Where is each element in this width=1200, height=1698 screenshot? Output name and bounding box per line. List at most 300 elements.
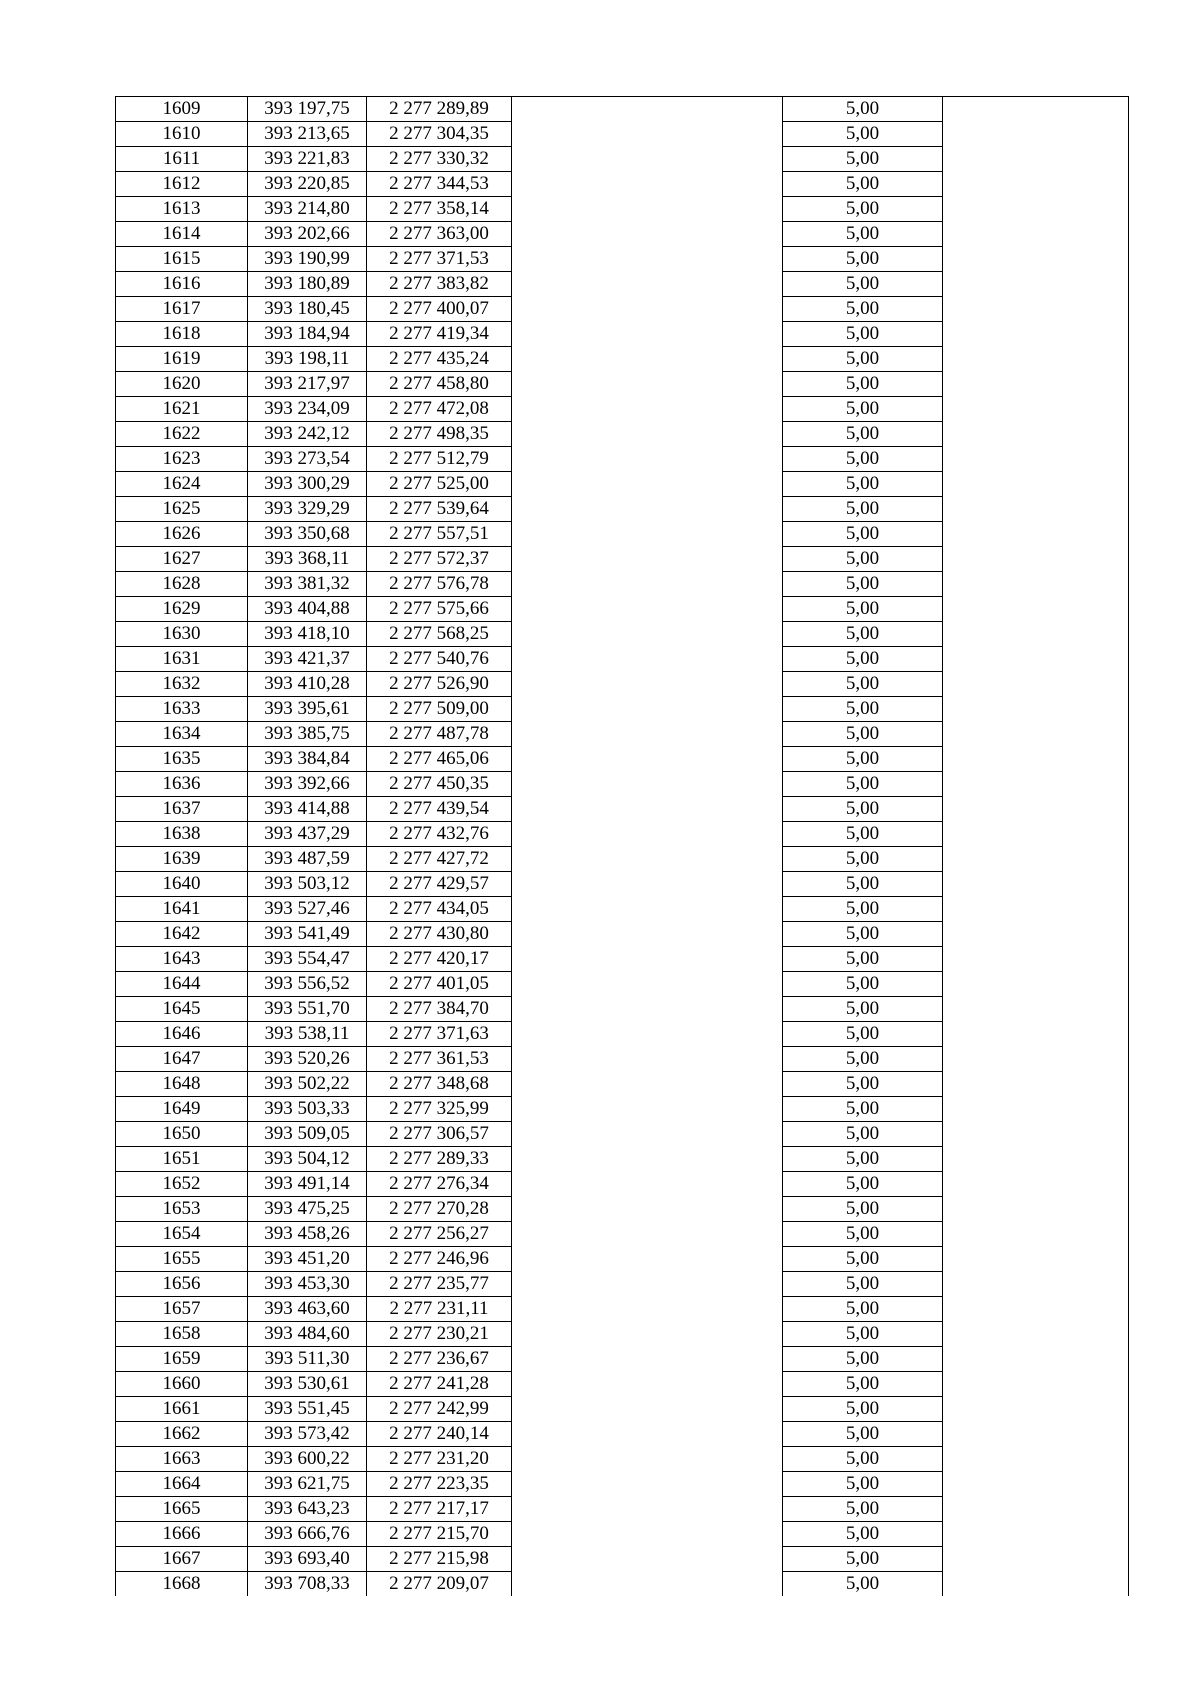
y-coordinate-cell: 2 277 434,05	[367, 897, 512, 922]
blank-cell	[512, 1547, 783, 1572]
x-coordinate-cell: 393 475,25	[248, 1197, 367, 1222]
blank-cell	[943, 422, 1129, 447]
table-row	[116, 847, 1129, 872]
blank-cell	[943, 1297, 1129, 1322]
table-row	[116, 997, 1129, 1022]
x-coordinate-cell: 393 385,75	[248, 722, 367, 747]
value-cell: 5,00	[783, 147, 943, 172]
table-row	[116, 472, 1129, 497]
blank-cell	[512, 472, 783, 497]
blank-cell	[512, 522, 783, 547]
y-coordinate-cell: 2 277 361,53	[367, 1047, 512, 1072]
x-coordinate-cell: 393 491,14	[248, 1172, 367, 1197]
y-coordinate-cell: 2 277 270,28	[367, 1197, 512, 1222]
blank-cell	[943, 347, 1129, 372]
point-number-cell: 1645	[116, 997, 248, 1022]
table-row	[116, 647, 1129, 672]
table-row	[116, 922, 1129, 947]
blank-cell	[943, 1047, 1129, 1072]
y-coordinate-cell: 2 277 498,35	[367, 422, 512, 447]
blank-cell	[512, 1572, 783, 1597]
table-row	[116, 172, 1129, 197]
table-row	[116, 1322, 1129, 1347]
blank-cell	[512, 897, 783, 922]
blank-cell	[943, 272, 1129, 297]
y-coordinate-cell: 2 277 400,07	[367, 297, 512, 322]
value-cell: 5,00	[783, 547, 943, 572]
blank-cell	[943, 1072, 1129, 1097]
point-number-cell: 1609	[116, 97, 248, 122]
table-row	[116, 1472, 1129, 1497]
blank-cell	[943, 1197, 1129, 1222]
point-number-cell: 1631	[116, 647, 248, 672]
y-coordinate-cell: 2 277 215,70	[367, 1522, 512, 1547]
point-number-cell: 1620	[116, 372, 248, 397]
point-number-cell: 1623	[116, 447, 248, 472]
x-coordinate-cell: 393 221,83	[248, 147, 367, 172]
blank-cell	[512, 197, 783, 222]
blank-cell	[512, 822, 783, 847]
table-row	[116, 247, 1129, 272]
blank-cell	[943, 1447, 1129, 1472]
point-number-cell: 1664	[116, 1472, 248, 1497]
point-number-cell: 1660	[116, 1372, 248, 1397]
blank-cell	[943, 522, 1129, 547]
x-coordinate-cell: 393 437,29	[248, 822, 367, 847]
blank-cell	[512, 1422, 783, 1447]
value-cell: 5,00	[783, 1422, 943, 1447]
table-row	[116, 97, 1129, 122]
x-coordinate-cell: 393 421,37	[248, 647, 367, 672]
point-number-cell: 1618	[116, 322, 248, 347]
blank-cell	[512, 622, 783, 647]
y-coordinate-cell: 2 277 526,90	[367, 672, 512, 697]
point-number-cell: 1646	[116, 1022, 248, 1047]
table-row	[116, 522, 1129, 547]
y-coordinate-cell: 2 277 401,05	[367, 972, 512, 997]
table-row	[116, 1347, 1129, 1372]
table-row	[116, 1247, 1129, 1272]
point-number-cell: 1653	[116, 1197, 248, 1222]
blank-cell	[512, 697, 783, 722]
value-cell: 5,00	[783, 622, 943, 647]
y-coordinate-cell: 2 277 420,17	[367, 947, 512, 972]
blank-cell	[943, 297, 1129, 322]
point-number-cell: 1657	[116, 1297, 248, 1322]
y-coordinate-cell: 2 277 525,00	[367, 472, 512, 497]
point-number-cell: 1654	[116, 1222, 248, 1247]
y-coordinate-cell: 2 277 230,21	[367, 1322, 512, 1347]
x-coordinate-cell: 393 509,05	[248, 1122, 367, 1147]
y-coordinate-cell: 2 277 575,66	[367, 597, 512, 622]
value-cell: 5,00	[783, 847, 943, 872]
blank-cell	[943, 472, 1129, 497]
blank-cell	[512, 1472, 783, 1497]
table-row	[116, 1122, 1129, 1147]
value-cell: 5,00	[783, 572, 943, 597]
point-number-cell: 1610	[116, 122, 248, 147]
blank-cell	[512, 547, 783, 572]
point-number-cell: 1655	[116, 1247, 248, 1272]
x-coordinate-cell: 393 300,29	[248, 472, 367, 497]
y-coordinate-cell: 2 277 539,64	[367, 497, 512, 522]
point-number-cell: 1665	[116, 1497, 248, 1522]
blank-cell	[512, 1497, 783, 1522]
value-cell: 5,00	[783, 197, 943, 222]
table-row	[116, 672, 1129, 697]
point-number-cell: 1613	[116, 197, 248, 222]
value-cell: 5,00	[783, 922, 943, 947]
blank-cell	[943, 497, 1129, 522]
x-coordinate-cell: 393 198,11	[248, 347, 367, 372]
table-row	[116, 1072, 1129, 1097]
point-number-cell: 1624	[116, 472, 248, 497]
blank-cell	[943, 1022, 1129, 1047]
blank-cell	[943, 572, 1129, 597]
table-row	[116, 1397, 1129, 1422]
value-cell: 5,00	[783, 1372, 943, 1397]
value-cell: 5,00	[783, 872, 943, 897]
value-cell: 5,00	[783, 97, 943, 122]
y-coordinate-cell: 2 277 363,00	[367, 222, 512, 247]
x-coordinate-cell: 393 214,80	[248, 197, 367, 222]
point-number-cell: 1616	[116, 272, 248, 297]
table-row	[116, 1297, 1129, 1322]
y-coordinate-cell: 2 277 235,77	[367, 1272, 512, 1297]
y-coordinate-cell: 2 277 325,99	[367, 1097, 512, 1122]
table-row	[116, 1522, 1129, 1547]
value-cell: 5,00	[783, 772, 943, 797]
point-number-cell: 1611	[116, 147, 248, 172]
table-row	[116, 947, 1129, 972]
point-number-cell: 1648	[116, 1072, 248, 1097]
blank-cell	[943, 797, 1129, 822]
point-number-cell: 1667	[116, 1547, 248, 1572]
blank-cell	[943, 1547, 1129, 1572]
point-number-cell: 1629	[116, 597, 248, 622]
blank-cell	[512, 347, 783, 372]
y-coordinate-cell: 2 277 458,80	[367, 372, 512, 397]
table-row	[116, 447, 1129, 472]
coordinates-table	[115, 96, 1129, 1596]
point-number-cell: 1663	[116, 1447, 248, 1472]
blank-cell	[943, 172, 1129, 197]
table-row	[116, 972, 1129, 997]
blank-cell	[512, 272, 783, 297]
blank-cell	[943, 947, 1129, 972]
x-coordinate-cell: 393 693,40	[248, 1547, 367, 1572]
x-coordinate-cell: 393 451,20	[248, 1247, 367, 1272]
value-cell: 5,00	[783, 822, 943, 847]
x-coordinate-cell: 393 551,70	[248, 997, 367, 1022]
y-coordinate-cell: 2 277 236,67	[367, 1347, 512, 1372]
point-number-cell: 1644	[116, 972, 248, 997]
blank-cell	[512, 647, 783, 672]
x-coordinate-cell: 393 414,88	[248, 797, 367, 822]
y-coordinate-cell: 2 277 383,82	[367, 272, 512, 297]
blank-cell	[943, 1247, 1129, 1272]
blank-cell	[943, 1497, 1129, 1522]
value-cell: 5,00	[783, 1147, 943, 1172]
blank-cell	[943, 1422, 1129, 1447]
blank-cell	[943, 1472, 1129, 1497]
table-row	[116, 797, 1129, 822]
blank-cell	[512, 1447, 783, 1472]
value-cell: 5,00	[783, 1522, 943, 1547]
y-coordinate-cell: 2 277 465,06	[367, 747, 512, 772]
value-cell: 5,00	[783, 1497, 943, 1522]
value-cell: 5,00	[783, 497, 943, 522]
point-number-cell: 1630	[116, 622, 248, 647]
x-coordinate-cell: 393 538,11	[248, 1022, 367, 1047]
table-row	[116, 872, 1129, 897]
value-cell: 5,00	[783, 1347, 943, 1372]
y-coordinate-cell: 2 277 419,34	[367, 322, 512, 347]
x-coordinate-cell: 393 600,22	[248, 1447, 367, 1472]
point-number-cell: 1635	[116, 747, 248, 772]
point-number-cell: 1658	[116, 1322, 248, 1347]
blank-cell	[943, 597, 1129, 622]
blank-cell	[512, 1522, 783, 1547]
x-coordinate-cell: 393 329,29	[248, 497, 367, 522]
value-cell: 5,00	[783, 322, 943, 347]
blank-cell	[943, 1572, 1129, 1597]
y-coordinate-cell: 2 277 289,33	[367, 1147, 512, 1172]
x-coordinate-cell: 393 573,42	[248, 1422, 367, 1447]
x-coordinate-cell: 393 404,88	[248, 597, 367, 622]
value-cell: 5,00	[783, 1297, 943, 1322]
blank-cell	[943, 147, 1129, 172]
table-row	[116, 1197, 1129, 1222]
y-coordinate-cell: 2 277 241,28	[367, 1372, 512, 1397]
x-coordinate-cell: 393 503,33	[248, 1097, 367, 1122]
blank-cell	[512, 947, 783, 972]
blank-cell	[943, 1522, 1129, 1547]
value-cell: 5,00	[783, 672, 943, 697]
blank-cell	[943, 1222, 1129, 1247]
table-row	[116, 1572, 1129, 1597]
x-coordinate-cell: 393 527,46	[248, 897, 367, 922]
y-coordinate-cell: 2 277 435,24	[367, 347, 512, 372]
value-cell: 5,00	[783, 347, 943, 372]
blank-cell	[512, 372, 783, 397]
table-row	[116, 1547, 1129, 1572]
point-number-cell: 1640	[116, 872, 248, 897]
blank-cell	[943, 122, 1129, 147]
blank-cell	[512, 1372, 783, 1397]
y-coordinate-cell: 2 277 217,17	[367, 1497, 512, 1522]
blank-cell	[512, 1122, 783, 1147]
x-coordinate-cell: 393 458,26	[248, 1222, 367, 1247]
blank-cell	[512, 722, 783, 747]
table-row	[116, 597, 1129, 622]
table-row	[116, 222, 1129, 247]
x-coordinate-cell: 393 487,59	[248, 847, 367, 872]
table-row	[116, 1447, 1129, 1472]
x-coordinate-cell: 393 273,54	[248, 447, 367, 472]
y-coordinate-cell: 2 277 432,76	[367, 822, 512, 847]
point-number-cell: 1641	[116, 897, 248, 922]
blank-cell	[512, 1097, 783, 1122]
y-coordinate-cell: 2 277 348,68	[367, 1072, 512, 1097]
blank-cell	[943, 1272, 1129, 1297]
value-cell: 5,00	[783, 722, 943, 747]
blank-cell	[943, 222, 1129, 247]
point-number-cell: 1612	[116, 172, 248, 197]
blank-cell	[512, 872, 783, 897]
x-coordinate-cell: 393 392,66	[248, 772, 367, 797]
point-number-cell: 1649	[116, 1097, 248, 1122]
value-cell: 5,00	[783, 1247, 943, 1272]
table-row	[116, 1372, 1129, 1397]
blank-cell	[512, 1022, 783, 1047]
table-row	[116, 497, 1129, 522]
x-coordinate-cell: 393 217,97	[248, 372, 367, 397]
table-row	[116, 897, 1129, 922]
table-row	[116, 722, 1129, 747]
table-row	[116, 1497, 1129, 1522]
x-coordinate-cell: 393 504,12	[248, 1147, 367, 1172]
y-coordinate-cell: 2 277 223,35	[367, 1472, 512, 1497]
table-row	[116, 1172, 1129, 1197]
y-coordinate-cell: 2 277 568,25	[367, 622, 512, 647]
x-coordinate-cell: 393 202,66	[248, 222, 367, 247]
table-row	[116, 197, 1129, 222]
point-number-cell: 1634	[116, 722, 248, 747]
y-coordinate-cell: 2 277 512,79	[367, 447, 512, 472]
x-coordinate-cell: 393 384,84	[248, 747, 367, 772]
point-number-cell: 1659	[116, 1347, 248, 1372]
blank-cell	[943, 972, 1129, 997]
table-row	[116, 622, 1129, 647]
x-coordinate-cell: 393 556,52	[248, 972, 367, 997]
value-cell: 5,00	[783, 797, 943, 822]
value-cell: 5,00	[783, 472, 943, 497]
blank-cell	[512, 1147, 783, 1172]
value-cell: 5,00	[783, 297, 943, 322]
y-coordinate-cell: 2 277 240,14	[367, 1422, 512, 1447]
table-row	[116, 397, 1129, 422]
blank-cell	[512, 1322, 783, 1347]
blank-cell	[512, 1347, 783, 1372]
blank-cell	[512, 172, 783, 197]
table-row	[116, 272, 1129, 297]
blank-cell	[512, 997, 783, 1022]
point-number-cell: 1662	[116, 1422, 248, 1447]
x-coordinate-cell: 393 197,75	[248, 97, 367, 122]
y-coordinate-cell: 2 277 371,63	[367, 1022, 512, 1047]
x-coordinate-cell: 393 463,60	[248, 1297, 367, 1322]
blank-cell	[943, 322, 1129, 347]
x-coordinate-cell: 393 180,45	[248, 297, 367, 322]
blank-cell	[512, 447, 783, 472]
point-number-cell: 1637	[116, 797, 248, 822]
blank-cell	[943, 197, 1129, 222]
x-coordinate-cell: 393 484,60	[248, 1322, 367, 1347]
blank-cell	[943, 97, 1129, 122]
value-cell: 5,00	[783, 1172, 943, 1197]
y-coordinate-cell: 2 277 384,70	[367, 997, 512, 1022]
value-cell: 5,00	[783, 1022, 943, 1047]
x-coordinate-cell: 393 350,68	[248, 522, 367, 547]
blank-cell	[512, 1047, 783, 1072]
point-number-cell: 1636	[116, 772, 248, 797]
table-row	[116, 1422, 1129, 1447]
x-coordinate-cell: 393 180,89	[248, 272, 367, 297]
table-row	[116, 1022, 1129, 1047]
point-number-cell: 1622	[116, 422, 248, 447]
x-coordinate-cell: 393 554,47	[248, 947, 367, 972]
value-cell: 5,00	[783, 897, 943, 922]
value-cell: 5,00	[783, 397, 943, 422]
value-cell: 5,00	[783, 647, 943, 672]
point-number-cell: 1656	[116, 1272, 248, 1297]
x-coordinate-cell: 393 511,30	[248, 1347, 367, 1372]
x-coordinate-cell: 393 410,28	[248, 672, 367, 697]
y-coordinate-cell: 2 277 304,35	[367, 122, 512, 147]
point-number-cell: 1625	[116, 497, 248, 522]
value-cell: 5,00	[783, 372, 943, 397]
point-number-cell: 1661	[116, 1397, 248, 1422]
y-coordinate-cell: 2 277 358,14	[367, 197, 512, 222]
x-coordinate-cell: 393 381,32	[248, 572, 367, 597]
point-number-cell: 1619	[116, 347, 248, 372]
blank-cell	[943, 1322, 1129, 1347]
y-coordinate-cell: 2 277 289,89	[367, 97, 512, 122]
value-cell: 5,00	[783, 222, 943, 247]
y-coordinate-cell: 2 277 231,11	[367, 1297, 512, 1322]
y-coordinate-cell: 2 277 242,99	[367, 1397, 512, 1422]
value-cell: 5,00	[783, 597, 943, 622]
table-row	[116, 772, 1129, 797]
blank-cell	[943, 1372, 1129, 1397]
blank-cell	[512, 747, 783, 772]
value-cell: 5,00	[783, 1397, 943, 1422]
y-coordinate-cell: 2 277 371,53	[367, 247, 512, 272]
blank-cell	[943, 1122, 1129, 1147]
table-row	[116, 747, 1129, 772]
y-coordinate-cell: 2 277 231,20	[367, 1447, 512, 1472]
blank-cell	[943, 722, 1129, 747]
x-coordinate-cell: 393 190,99	[248, 247, 367, 272]
table-row	[116, 122, 1129, 147]
blank-cell	[943, 697, 1129, 722]
table-row	[116, 422, 1129, 447]
point-number-cell: 1632	[116, 672, 248, 697]
x-coordinate-cell: 393 213,65	[248, 122, 367, 147]
blank-cell	[943, 1347, 1129, 1372]
y-coordinate-cell: 2 277 427,72	[367, 847, 512, 872]
blank-cell	[943, 372, 1129, 397]
blank-cell	[512, 1222, 783, 1247]
point-number-cell: 1615	[116, 247, 248, 272]
value-cell: 5,00	[783, 1322, 943, 1347]
x-coordinate-cell: 393 418,10	[248, 622, 367, 647]
blank-cell	[512, 1197, 783, 1222]
x-coordinate-cell: 393 242,12	[248, 422, 367, 447]
blank-cell	[943, 447, 1129, 472]
y-coordinate-cell: 2 277 276,34	[367, 1172, 512, 1197]
coordinates-table-body	[116, 97, 1129, 1597]
table-row	[116, 1047, 1129, 1072]
point-number-cell: 1617	[116, 297, 248, 322]
blank-cell	[943, 1147, 1129, 1172]
blank-cell	[943, 847, 1129, 872]
value-cell: 5,00	[783, 522, 943, 547]
value-cell: 5,00	[783, 1547, 943, 1572]
y-coordinate-cell: 2 277 472,08	[367, 397, 512, 422]
point-number-cell: 1627	[116, 547, 248, 572]
